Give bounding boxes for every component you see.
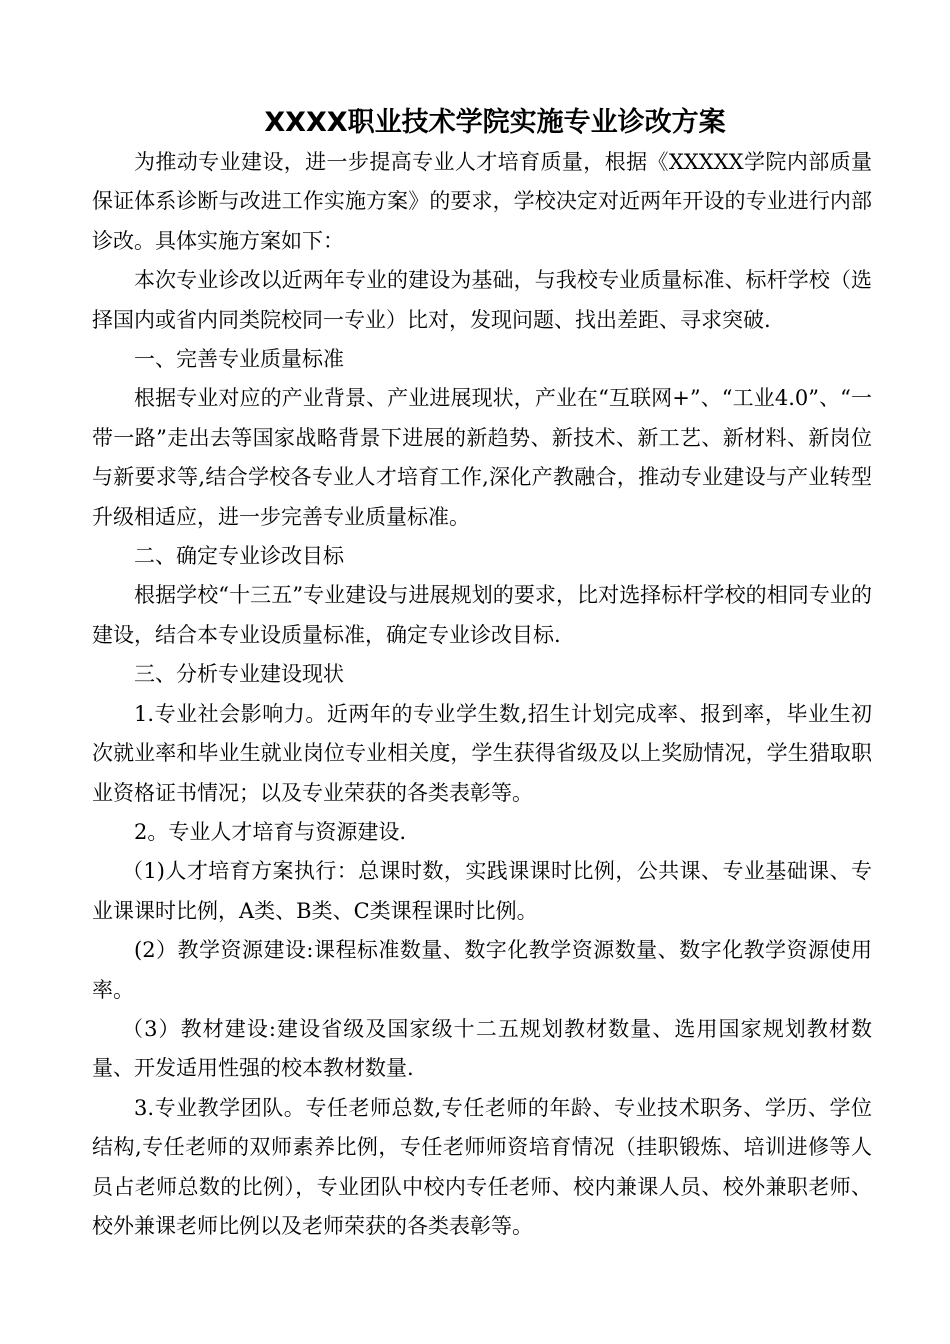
paragraph-subitem-2: (2）教学资源建设:课程标准数量、数字化教学资源数量、数字化教学资源使用率。 <box>92 938 872 1002</box>
paragraph-section-2: 根据学校“十三五”专业建设与进展规划的要求，比对选择标杆学校的相同专业的建设，结合本专业设质量标准，确定专业诊改目标. <box>92 583 872 647</box>
heading-section-3: 三、分析专业建设现状 <box>134 662 344 687</box>
document-body <box>92 143 872 1246</box>
paragraph-intro: 为推动专业建设，进一步提高专业人才培育质量，根据《XXXXX学院内部质量保证体系诊断与改进工作实施方案》的要求，学校决定对近两年开设的专业进行内部诊改。具体实施方案如下： <box>92 150 872 253</box>
paragraph-item-2: 2。专业人才培育与资源建设. <box>134 819 407 844</box>
paragraph-item-3: 3.专业教学团队。专任老师总数,专任老师的年龄、专业技术职务、学历、学位结构,专任老师的双师素养比例，专任老师师资培育情况（挂职锻炼、培训进修等人员占老师总数的比例），专业团队中校内专任老师、校内兼课人员、校外兼职老师、校外兼课老师比例以及老师荣获的各类表彰等。 <box>92 1095 872 1238</box>
paragraph-item-1: 1.专业社会影响力。近两年的专业学生数,招生计划完成率、报到率，毕业生初次就业率和毕业生就业岗位专业相关度，学生获得省级及以上奖励情况，学生猎取职业资格证书情况；以及专业荣获的各类表彰等。 <box>92 701 872 805</box>
paragraph-section-1: 根据专业对应的产业背景、产业进展现状，产业在“互联网+”、“工业4.0”、“一带一路”走出去等国家战略背景下进展的新趋势、新技术、新工艺、新材料、新岗位与新要求等,结合学校各专业人才培育工作,深化产教融合，推动专业建设与产业转型升级相适应，进一步完善专业质量标准。 <box>92 386 872 529</box>
paragraph-subitem-1: （1)人才培育方案执行：总课时数，实践课课时比例，公共课、专业基础课、专业课课时比例，A类、B类、C类课程课时比例。 <box>92 859 872 923</box>
paragraph-basis: 本次专业诊改以近两年专业的建设为基础，与我校专业质量标准、标杆学校（选择国内或省内同类院校同一专业）比对，发现问题、找出差距、寻求突破. <box>92 268 872 332</box>
heading-section-2: 二、确定专业诊改目标 <box>134 544 344 569</box>
paragraph-subitem-3: （3）教材建设:建设省级及国家级十二五规划教材数量、选用国家规划教材数量、开发适用性强的校本教材数量. <box>92 1016 872 1081</box>
heading-section-1: 一、完善专业质量标准 <box>134 347 344 372</box>
document-title: XXXX职业技术学院实施专业诊改方案 <box>264 107 726 138</box>
